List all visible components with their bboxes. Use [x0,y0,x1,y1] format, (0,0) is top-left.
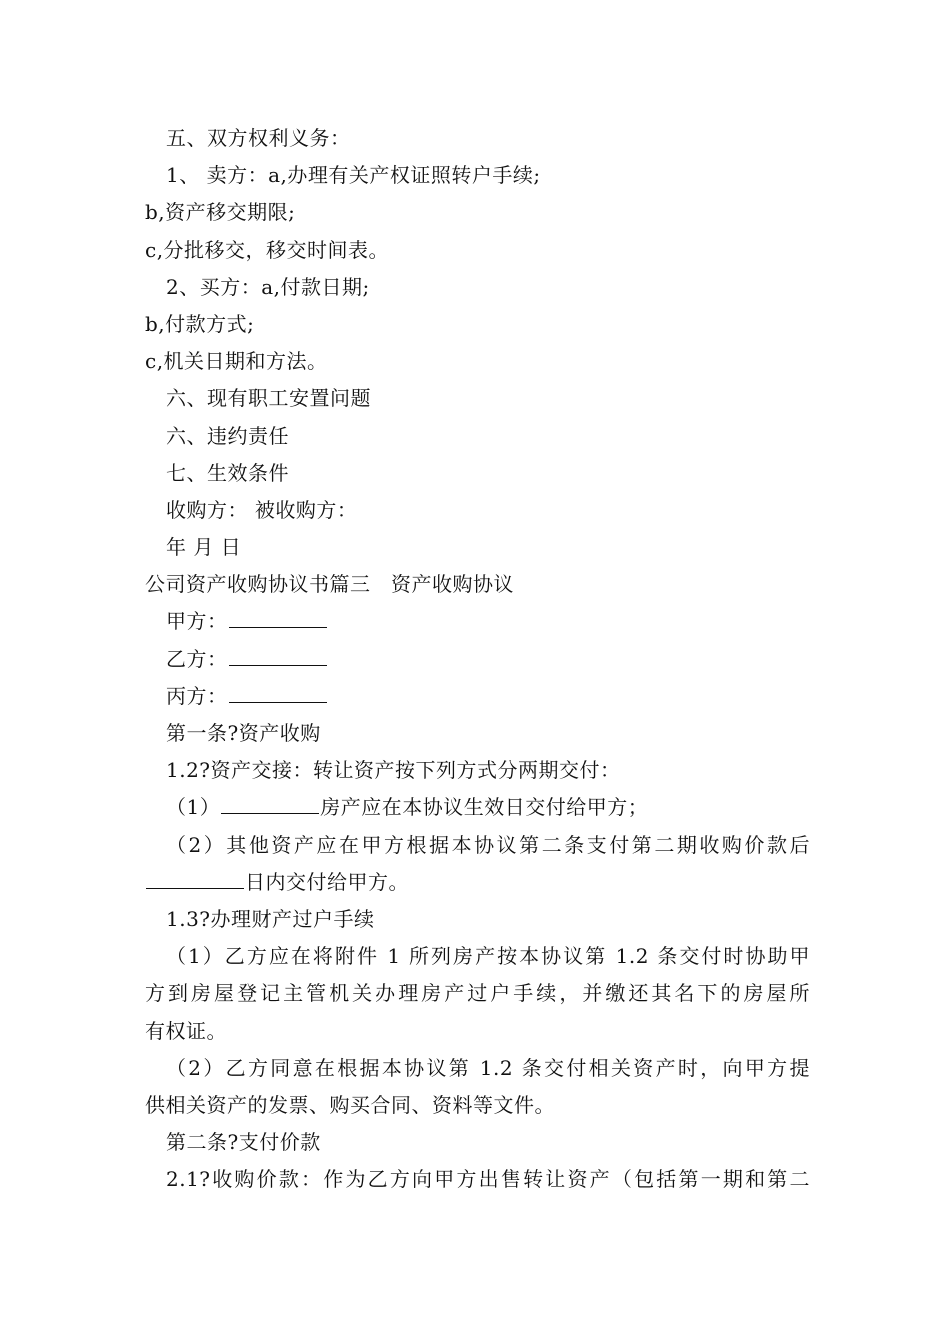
clause-1-2: 1.2?资产交接：转让资产按下列方式分两期交付： [166,758,621,783]
section-staff-placement-heading: 六、现有职工安置问题 [166,386,371,411]
signature-parties-line: 收购方： 被收购方： [166,497,358,522]
seller-item-c: c,分批移交，移交时间表。 [145,237,390,262]
clause-1-2-item-2: （2）其他资产应在甲方根据本协议第二条支付第二期收购价款后 [166,832,810,857]
buyer-item-a: 2、买方：a,付款日期; [166,274,370,299]
party-a-label: 甲方： [166,609,228,634]
party-b-line [145,641,810,678]
buyer-item-b: b,付款方式; [145,311,255,336]
clause-1-2-item-1 [145,789,810,826]
section-breach-heading: 六、违约责任 [166,423,289,448]
party-c-blank [229,684,327,703]
clause-1-3-item-2-line-2: 供相关资产的发票、购买合同、资料等文件。 [145,1092,555,1117]
clause-1-2-item-1-number: （1） [166,795,221,820]
article-two-heading: 第二条?支付价款 [166,1130,321,1155]
seller-item-b: b,资产移交期限; [145,200,296,225]
clause-1-3-item-1-line-1: （1）乙方应在将附件 1 所列房产按本协议第 1.2 条交付时协助甲 [166,944,810,969]
property-blank [221,795,319,814]
clause-1-2-item-2-cont [145,864,810,901]
party-c-line [145,678,810,715]
clause-1-2-item-2-cont-text: 日内交付给甲方。 [245,869,409,894]
clause-1-3: 1.3?办理财产过户手续 [166,906,375,931]
party-c-label: 丙方： [166,683,228,708]
seller-item-a: 1、 卖方：a,办理有关产权证照转户手续; [166,163,541,188]
clause-1-3-item-2-line-1: （2）乙方同意在根据本协议第 1.2 条交付相关资产时，向甲方提 [166,1055,810,1080]
buyer-item-c: c,机关日期和方法。 [145,349,328,374]
days-blank [146,870,244,889]
article-one-heading: 第一条?资产收购 [166,721,321,745]
section-effective-conditions-heading: 七、生效条件 [166,460,289,485]
agreement-title: 公司资产收购协议书篇三 资产收购协议 [145,572,514,597]
party-b-blank [229,647,327,666]
clause-2-1: 2.1?收购价款：作为乙方向甲方出售转让资产（包括第一期和第二 [166,1167,810,1192]
clause-1-3-item-1-line-3: 有权证。 [145,1018,227,1043]
date-line: 年 月 日 [166,535,242,560]
document-body [145,120,810,1198]
clause-1-3-item-1-line-2: 方到房屋登记主管机关办理房产过户手续，并缴还其名下的房屋所 [145,981,810,1006]
party-b-label: 乙方： [166,646,228,671]
party-a-line [145,603,810,640]
clause-1-2-item-1-text: 房产应在本协议生效日交付给甲方； [320,795,649,820]
party-a-blank [229,609,327,628]
section-rights-obligations-heading: 五、双方权利义务： [166,126,351,150]
